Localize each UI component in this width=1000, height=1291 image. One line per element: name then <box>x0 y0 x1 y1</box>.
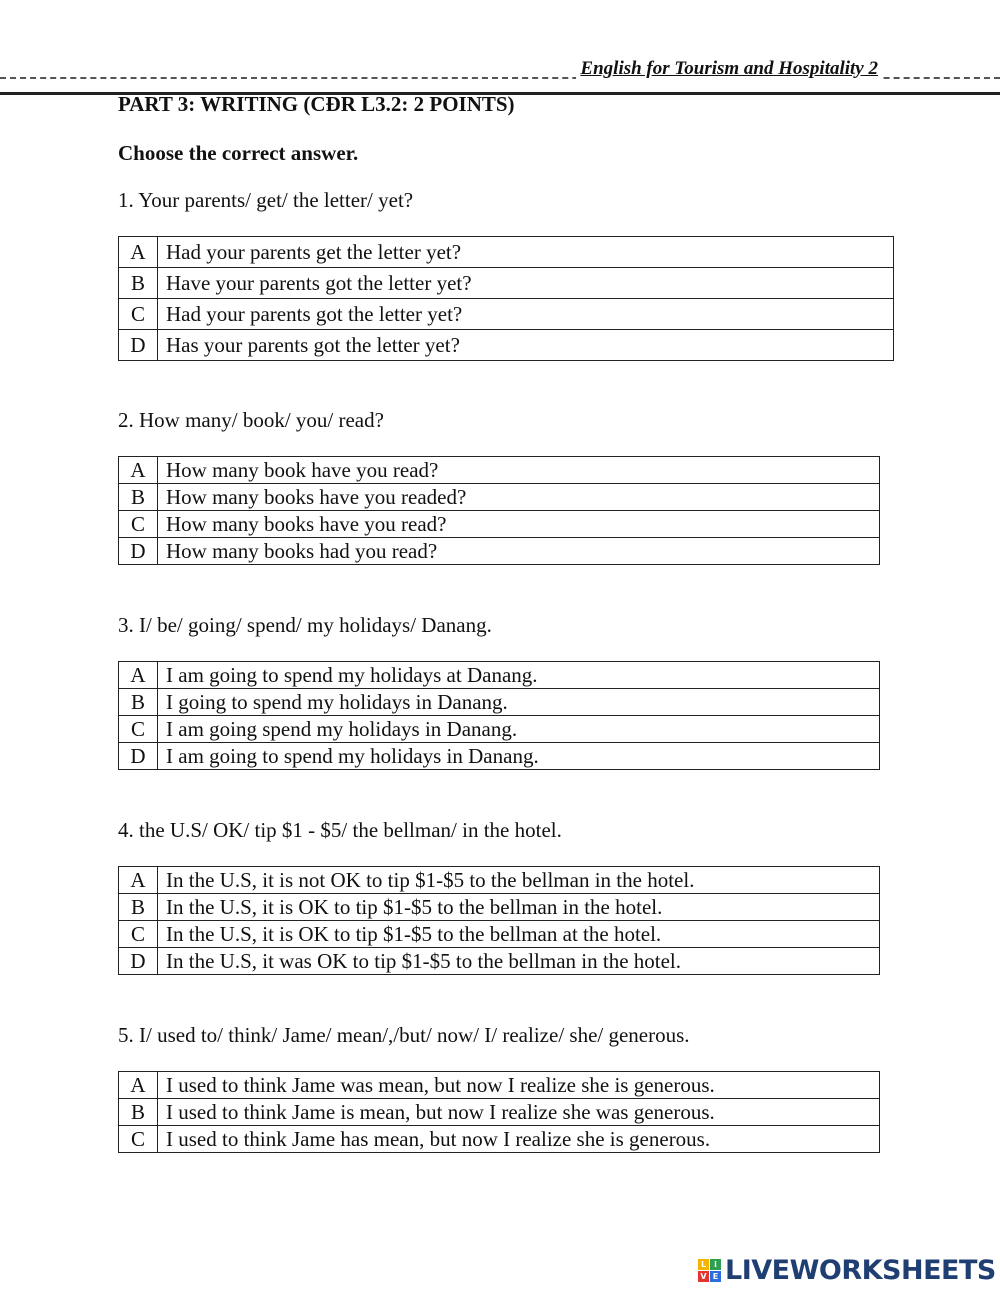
option-row[interactable] <box>119 921 880 948</box>
option-row[interactable] <box>119 511 880 538</box>
question-3-options <box>118 661 880 770</box>
document-header-title: English for Tourism and Hospitality 2 <box>576 58 882 80</box>
question-4-prompt: 4. the U.S/ OK/ tip $1 - $5/ the bellman/ in the hotel. <box>118 818 562 842</box>
option-row[interactable] <box>119 948 880 975</box>
option-letter: C <box>119 299 158 330</box>
option-letter: A <box>119 237 158 268</box>
option-letter: A <box>119 867 158 894</box>
option-text: I used to think Jame was mean, but now I realize she is generous. <box>158 1072 880 1099</box>
option-row[interactable] <box>119 1099 880 1126</box>
logo-tile: L <box>698 1259 709 1270</box>
option-text: Had your parents get the letter yet? <box>158 237 894 268</box>
option-letter: C <box>119 511 158 538</box>
option-row[interactable] <box>119 299 894 330</box>
option-letter: D <box>119 948 158 975</box>
option-text: How many books have you readed? <box>158 484 880 511</box>
option-text: How many books have you read? <box>158 511 880 538</box>
option-letter: C <box>119 921 158 948</box>
option-row[interactable] <box>119 867 880 894</box>
option-text: I going to spend my holidays in Danang. <box>158 689 880 716</box>
question-2-prompt: 2. How many/ book/ you/ read? <box>118 408 384 432</box>
question-1-prompt: 1. Your parents/ get/ the letter/ yet? <box>118 188 414 212</box>
option-row[interactable] <box>119 1126 880 1153</box>
question-4-options <box>118 866 880 975</box>
liveworksheets-logo-text: LIVEWORKSHEETS <box>725 1254 996 1286</box>
option-letter: A <box>119 1072 158 1099</box>
question-2-options <box>118 456 880 565</box>
option-text: I am going to spend my holidays at Danang. <box>158 662 880 689</box>
option-text: Have your parents got the letter yet? <box>158 268 894 299</box>
question-3-prompt: 3. I/ be/ going/ spend/ my holidays/ Danang. <box>118 613 492 637</box>
option-row[interactable] <box>119 894 880 921</box>
liveworksheets-logo-icon <box>698 1259 721 1282</box>
option-letter: B <box>119 894 158 921</box>
question-5-prompt: 5. I/ used to/ think/ Jame/ mean/,/but/ now/ I/ realize/ she/ generous. <box>118 1023 690 1047</box>
option-text: Had your parents got the letter yet? <box>158 299 894 330</box>
option-text: In the U.S, it was OK to tip $1-$5 to the bellman in the hotel. <box>158 948 880 975</box>
logo-tile: i <box>710 1259 721 1270</box>
option-letter: A <box>119 457 158 484</box>
option-letter: B <box>119 689 158 716</box>
option-text: I am going to spend my holidays in Danang. <box>158 743 880 770</box>
logo-tile: V <box>698 1271 709 1282</box>
option-row[interactable] <box>119 484 880 511</box>
instruction: Choose the correct answer. <box>118 141 359 165</box>
option-letter: B <box>119 268 158 299</box>
option-letter: C <box>119 716 158 743</box>
option-text: In the U.S, it is OK to tip $1-$5 to the bellman in the hotel. <box>158 894 880 921</box>
part-title: PART 3: WRITING (CĐR L3.2: 2 POINTS) <box>118 92 515 116</box>
logo-tile: E <box>710 1271 721 1282</box>
option-letter: B <box>119 1099 158 1126</box>
option-row[interactable] <box>119 330 894 361</box>
option-letter: A <box>119 662 158 689</box>
option-text: In the U.S, it is not OK to tip $1-$5 to the bellman in the hotel. <box>158 867 880 894</box>
option-text: How many book have you read? <box>158 457 880 484</box>
option-text: I used to think Jame has mean, but now I realize she is generous. <box>158 1126 880 1153</box>
option-text: I am going spend my holidays in Danang. <box>158 716 880 743</box>
option-text: Has your parents got the letter yet? <box>158 330 894 361</box>
option-letter: C <box>119 1126 158 1153</box>
option-row[interactable] <box>119 538 880 565</box>
question-1-options <box>118 236 894 361</box>
option-text: In the U.S, it is OK to tip $1-$5 to the bellman at the hotel. <box>158 921 880 948</box>
option-row[interactable] <box>119 237 894 268</box>
question-5-options <box>118 1071 880 1153</box>
liveworksheets-logo <box>698 1255 996 1285</box>
option-row[interactable] <box>119 662 880 689</box>
option-row[interactable] <box>119 1072 880 1099</box>
option-row[interactable] <box>119 457 880 484</box>
option-row[interactable] <box>119 268 894 299</box>
option-text: How many books had you read? <box>158 538 880 565</box>
option-row[interactable] <box>119 689 880 716</box>
option-letter: D <box>119 743 158 770</box>
option-row[interactable] <box>119 743 880 770</box>
option-text: I used to think Jame is mean, but now I realize she was generous. <box>158 1099 880 1126</box>
option-letter: D <box>119 538 158 565</box>
option-letter: B <box>119 484 158 511</box>
option-row[interactable] <box>119 716 880 743</box>
option-letter: D <box>119 330 158 361</box>
